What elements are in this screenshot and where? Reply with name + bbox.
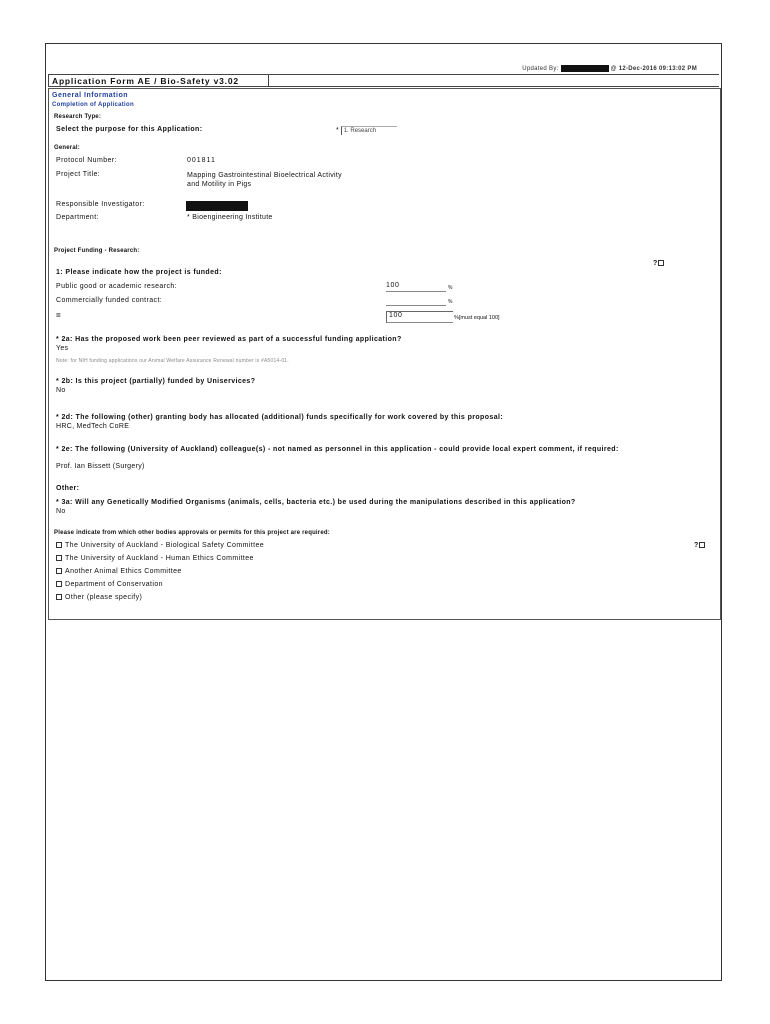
approval-label: Other (please specify) xyxy=(65,594,143,601)
q3a-answer: No xyxy=(56,508,66,515)
project-title-label: Project Title: xyxy=(56,171,101,178)
funding-question-1: 1: Please indicate how the project is funded: xyxy=(56,269,222,276)
purpose-select[interactable]: 1. Research xyxy=(341,126,397,135)
project-funding-heading: Project Funding - Research: xyxy=(54,248,140,254)
approval-item[interactable] xyxy=(56,568,182,575)
required-marker: * xyxy=(336,127,339,134)
public-good-label: Public good or academic research: xyxy=(56,283,177,290)
approval-label: The University of Auckland - Human Ethics Committee xyxy=(65,555,254,562)
q2b-question: * 2b: Is this project (partially) funded by Uniservices? xyxy=(56,378,256,385)
project-title-value: Mapping Gastrointestinal Bioelectrical Activity and Motility in Pigs xyxy=(187,172,342,188)
other-label: Other: xyxy=(56,485,80,492)
q2e-question: * 2e: The following (University of Auckland) colleague(s) - not named as personnel in this application - could provide local expert comment, if required: xyxy=(56,446,619,453)
q2e-answer: Prof. Ian Bissett (Surgery) xyxy=(56,463,145,470)
q2d-question: * 2d: The following (other) granting body has allocated (additional) funds specifically for work covered by this proposal: xyxy=(56,414,504,421)
public-good-input[interactable]: 100 xyxy=(386,282,446,292)
approval-item[interactable] xyxy=(56,594,142,601)
redacted-name xyxy=(561,65,609,72)
general-label: General: xyxy=(54,145,80,151)
q3a-question: * 3a: Will any Genetically Modified Organisms (animals, cells, bacteria etc.) be used during the manipulations described in this application? xyxy=(56,499,576,506)
help-question-mark: ? xyxy=(653,260,658,267)
responsible-investigator-label: Responsible Investigator: xyxy=(56,201,145,208)
purpose-question: Select the purpose for this Application: xyxy=(56,126,203,133)
approvals-heading: Please indicate from which other bodies approvals or permits for this project are required: xyxy=(54,530,330,536)
form-content xyxy=(48,88,721,620)
help-icon[interactable] xyxy=(699,542,705,548)
form-page xyxy=(45,43,722,981)
department-label: Department: xyxy=(56,214,99,221)
protocol-number-label: Protocol Number: xyxy=(56,157,117,164)
title-rule-top xyxy=(268,74,719,75)
updated-at: @ 12-Dec-2016 09:13:02 PM xyxy=(610,66,697,73)
completion-subheading: Completion of Application xyxy=(52,102,134,108)
approvals-help[interactable] xyxy=(694,542,705,549)
approval-checkbox[interactable] xyxy=(56,542,62,548)
department-value: * Bioengineering Institute xyxy=(187,214,273,221)
approval-item[interactable] xyxy=(56,581,163,588)
research-type-label: Research Type: xyxy=(54,114,102,120)
q2b-answer: No xyxy=(56,387,66,394)
help-question-mark: ? xyxy=(694,542,699,549)
approval-item[interactable] xyxy=(56,555,254,562)
total-value: 100 xyxy=(386,311,453,323)
approval-label: Department of Conservation xyxy=(65,581,163,588)
protocol-number-value: 001811 xyxy=(187,157,216,164)
public-good-percent: % xyxy=(448,285,453,291)
redacted-investigator xyxy=(186,201,248,211)
form-title: Application Form AE / Bio-Safety v3.02 xyxy=(48,74,269,87)
updated-by-line xyxy=(522,65,697,72)
approval-item[interactable] xyxy=(56,542,264,549)
approval-label: Another Animal Ethics Committee xyxy=(65,568,182,575)
funding-help[interactable] xyxy=(653,260,664,267)
general-information-heading: General Information xyxy=(52,92,129,99)
total-note: %[must equal 100] xyxy=(454,315,500,321)
approval-label: The University of Auckland - Biological Safety Committee xyxy=(65,542,265,549)
commercial-percent: % xyxy=(448,299,453,305)
commercial-label: Commercially funded contract: xyxy=(56,297,163,304)
q2a-answer: Yes xyxy=(56,345,69,352)
q2d-answer: HRC, MedTech CoRE xyxy=(56,423,130,430)
total-equals: = xyxy=(56,311,61,320)
q2a-note: Note: for NIH funding applications our Animal Welfare Assurance Renewal number is #A5014-01. xyxy=(56,358,289,364)
approval-checkbox[interactable] xyxy=(56,594,62,600)
purpose-field[interactable] xyxy=(336,126,397,135)
updated-by-label: Updated By: xyxy=(522,66,559,73)
help-icon[interactable] xyxy=(658,260,664,266)
approval-checkbox[interactable] xyxy=(56,581,62,587)
commercial-input[interactable] xyxy=(386,296,446,306)
title-rule-bottom xyxy=(268,86,719,87)
approval-checkbox[interactable] xyxy=(56,555,62,561)
approval-checkbox[interactable] xyxy=(56,568,62,574)
q2a-question: * 2a: Has the proposed work been peer reviewed as part of a successful funding application? xyxy=(56,336,402,343)
